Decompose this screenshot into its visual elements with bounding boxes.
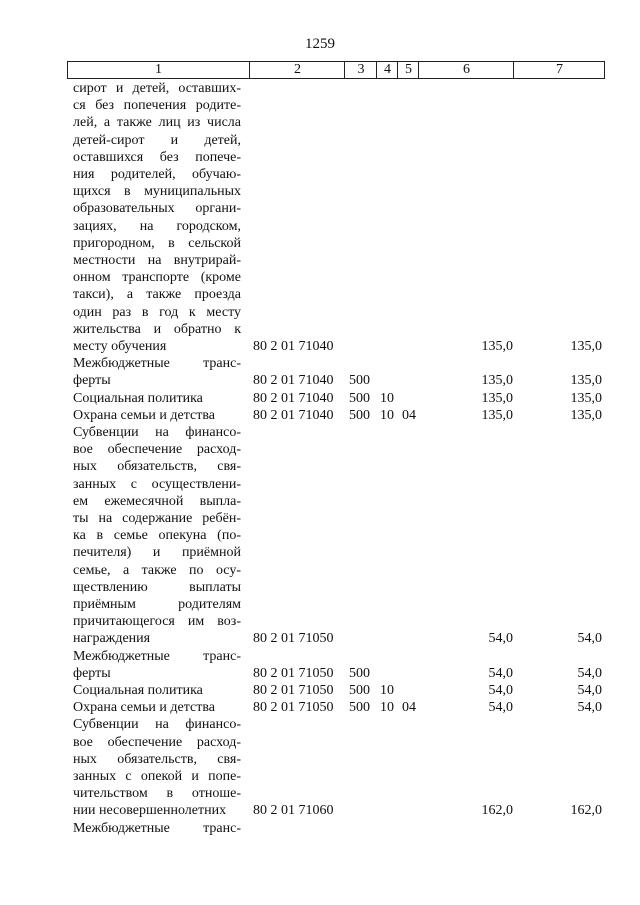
row-description: Субвенции на финансо- bbox=[73, 717, 241, 733]
amount-col-7: 54,0 bbox=[577, 683, 602, 698]
header-col-3: 3 bbox=[344, 62, 377, 78]
row-description: щихся в муниципальных bbox=[73, 184, 241, 200]
row-description: печителя) и приёмной bbox=[73, 545, 241, 561]
amount-col-7: 54,0 bbox=[577, 700, 602, 716]
row-description: детей-сирот и детей, bbox=[73, 132, 241, 148]
row-description: нии несовершеннолетних bbox=[73, 803, 227, 819]
row-description: онном транспорте (кроме bbox=[73, 270, 241, 286]
row-description: один раз в год к месту bbox=[73, 304, 241, 320]
row-description: лей, а также лиц из числа bbox=[73, 115, 241, 131]
target-article-code: 80 2 01 71050 bbox=[253, 631, 334, 647]
row-description: чительством в отноше- bbox=[73, 786, 241, 802]
amount-col-7: 54,0 bbox=[577, 665, 602, 681]
header-col-6: 6 bbox=[418, 62, 514, 78]
row-description: такси), а также проезда bbox=[73, 287, 241, 303]
section-code: 10 bbox=[380, 407, 394, 423]
row-description: занных с опекой и попе- bbox=[73, 769, 241, 784]
row-description: ществлению выплаты bbox=[73, 579, 241, 595]
amount-col-6: 54,0 bbox=[488, 665, 513, 681]
row-description: жительства и обратно к bbox=[73, 321, 241, 337]
row-description: ем ежемесячной выпла- bbox=[73, 493, 241, 509]
header-col-4: 4 bbox=[376, 62, 398, 78]
amount-col-7: 135,0 bbox=[570, 407, 602, 423]
row-description: Охрана семьи и детства bbox=[73, 407, 215, 423]
target-article-code: 80 2 01 71050 bbox=[253, 665, 334, 681]
row-description: семье, а также по осу- bbox=[73, 562, 241, 578]
header-col-7: 7 bbox=[513, 62, 605, 78]
row-description: местности на внутрирай- bbox=[73, 253, 241, 268]
expense-type-code: 500 bbox=[349, 407, 370, 423]
target-article-code: 80 2 01 71040 bbox=[253, 390, 334, 406]
row-description: награждения bbox=[73, 631, 151, 647]
amount-col-6: 135,0 bbox=[481, 390, 513, 406]
table-header bbox=[67, 61, 605, 79]
row-description: причитающегося им воз- bbox=[73, 614, 241, 630]
amount-col-7: 54,0 bbox=[577, 631, 602, 647]
row-description: ферты bbox=[73, 665, 111, 681]
section-code: 10 bbox=[380, 683, 394, 698]
row-description: сирот и детей, оставших- bbox=[73, 81, 241, 96]
target-article-code: 80 2 01 71040 bbox=[253, 373, 334, 389]
amount-col-6: 135,0 bbox=[481, 407, 513, 423]
row-description: ных обязательств, свя- bbox=[73, 459, 241, 475]
row-description: Межбюджетные транс- bbox=[73, 356, 241, 372]
row-description: Межбюджетные транс- bbox=[73, 820, 241, 836]
amount-col-6: 54,0 bbox=[488, 631, 513, 647]
row-description: оставшихся без попече- bbox=[73, 149, 241, 165]
amount-col-6: 54,0 bbox=[488, 700, 513, 716]
expense-type-code: 500 bbox=[349, 700, 370, 716]
row-description: вое обеспечение расход- bbox=[73, 734, 241, 750]
amount-col-7: 135,0 bbox=[570, 390, 602, 406]
row-description: месту обучения bbox=[73, 339, 167, 354]
page-number: 1259 bbox=[305, 36, 335, 52]
row-description: вое обеспечение расход- bbox=[73, 442, 241, 458]
target-article-code: 80 2 01 71050 bbox=[253, 683, 334, 698]
row-description: ты на содержание ребён- bbox=[73, 511, 241, 526]
amount-col-6: 162,0 bbox=[481, 803, 513, 819]
row-description: зациях, на городском, bbox=[73, 218, 241, 234]
target-article-code: 80 2 01 71040 bbox=[253, 339, 334, 354]
subsection-code: 04 bbox=[402, 407, 416, 423]
row-description: ферты bbox=[73, 373, 111, 389]
header-col-1: 1 bbox=[155, 62, 162, 77]
expense-type-code: 500 bbox=[349, 665, 370, 681]
row-description: занных с осуществлени- bbox=[73, 476, 241, 492]
row-description: ся без попечения родите- bbox=[73, 98, 241, 114]
row-description: Субвенции на финансо- bbox=[73, 425, 241, 440]
row-description: Охрана семьи и детства bbox=[73, 700, 215, 716]
row-description: образовательных органи- bbox=[73, 201, 241, 217]
amount-col-6: 135,0 bbox=[481, 373, 513, 389]
row-description: Межбюджетные транс- bbox=[73, 648, 241, 664]
row-description: ных обязательств, свя- bbox=[73, 751, 241, 767]
section-code: 10 bbox=[380, 700, 394, 716]
header-col-5: 5 bbox=[397, 62, 419, 78]
target-article-code: 80 2 01 71050 bbox=[253, 700, 334, 716]
row-description: пригородном, в сельской bbox=[73, 235, 241, 251]
section-code: 10 bbox=[380, 390, 394, 406]
amount-col-6: 54,0 bbox=[488, 683, 513, 698]
amount-col-7: 135,0 bbox=[570, 339, 602, 354]
row-description: ка в семье опекуна (по- bbox=[73, 528, 241, 544]
row-description: Социальная политика bbox=[73, 683, 203, 698]
target-article-code: 80 2 01 71040 bbox=[253, 407, 334, 423]
expense-type-code: 500 bbox=[349, 373, 370, 389]
header-col-2: 2 bbox=[249, 62, 345, 78]
row-description: Социальная политика bbox=[73, 390, 203, 406]
amount-col-7: 162,0 bbox=[570, 803, 602, 819]
expense-type-code: 500 bbox=[349, 390, 370, 406]
row-description: приёмным родителям bbox=[73, 597, 241, 612]
row-description: ния родителей, обучаю- bbox=[73, 167, 241, 182]
amount-col-6: 135,0 bbox=[481, 339, 513, 354]
amount-col-7: 135,0 bbox=[570, 373, 602, 389]
expense-type-code: 500 bbox=[349, 683, 370, 698]
subsection-code: 04 bbox=[402, 700, 416, 716]
target-article-code: 80 2 01 71060 bbox=[253, 803, 334, 819]
